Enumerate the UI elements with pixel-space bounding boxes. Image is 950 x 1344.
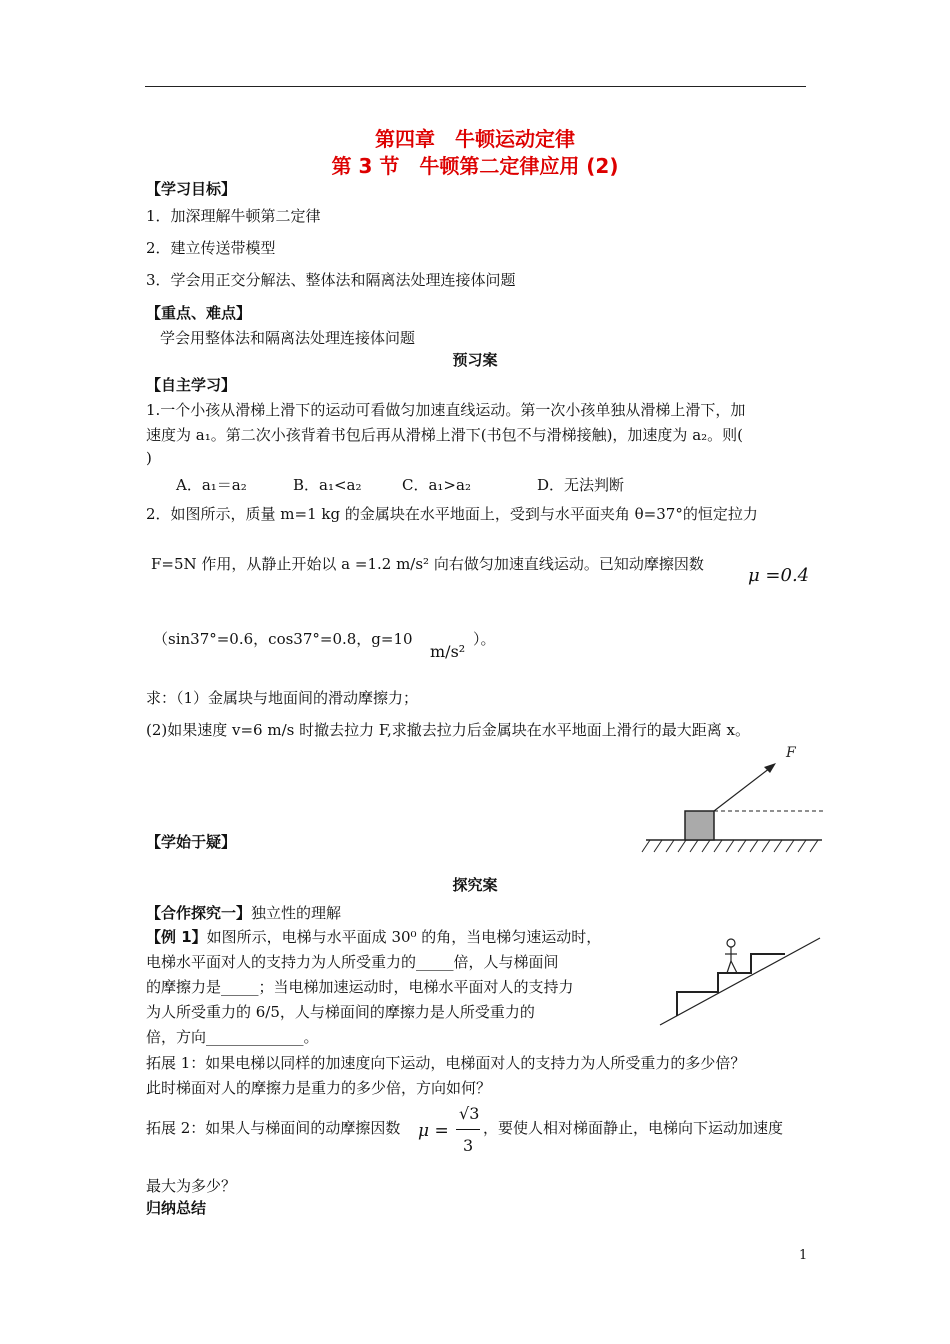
q2-line-1: 2．如图所示，质量 m=1 kg 的金属块在水平地面上，受到与水平面夹角 θ=37°的恒定拉力	[146, 505, 758, 523]
explore-title: 探究案	[452, 876, 498, 894]
extension-2-line-2: 最大为多少？	[146, 1177, 237, 1195]
q1-line-2: 速度为 a₁。第二次小孩背着书包后再从滑梯上滑下(书包不与滑梯接触)，加速度为 a₂。则(	[146, 426, 744, 444]
self-study-heading: 【自主学习】	[146, 376, 237, 394]
example-1-line-1: 如图所示，电梯与水平面成 30⁰ 的角，当电梯匀速运动时，	[206, 928, 602, 946]
objective-item-3: 3．学会用正交分解法、整体法和隔离法处理连接体问题	[146, 271, 516, 289]
extension-2-mu: μ =	[418, 1121, 449, 1141]
q2-line-3: （sin37°=0.6，cos37°=0.8，g=10	[153, 630, 413, 648]
force-label: F	[786, 745, 796, 761]
chapter-title: 第四章 牛顿运动定律	[375, 127, 575, 151]
objectives-heading: 【学习目标】	[146, 180, 237, 198]
example-1-line-3: 的摩擦力是_____；当电梯加速运动时，电梯水平面对人的支持力	[146, 978, 574, 996]
example-1-line-2: 电梯水平面对人的支持力为人所受重力的_____倍，人与梯面间	[146, 953, 559, 971]
q1-option-c: C．a₁>a₂	[402, 476, 471, 494]
q1-option-a: A．a₁＝a₂	[176, 476, 247, 494]
page-number: 1	[799, 1248, 808, 1263]
q1-line-1: 1.一个小孩从滑梯上滑下的运动可看做匀加速直线运动。第一次小孩单独从滑梯上滑下，加	[146, 401, 746, 419]
preview-title: 预习案	[452, 351, 498, 369]
q2-line-3-end: ）。	[473, 630, 496, 648]
block-force-figure	[640, 740, 840, 860]
q2-unit: m/s²	[430, 642, 466, 661]
objective-item-1: 1．加深理解牛顿第二定律	[146, 207, 321, 225]
fraction-bar	[456, 1129, 480, 1130]
extension-1-line-2: 此时梯面对人的摩擦力是重力的多少倍，方向如何？	[146, 1079, 492, 1097]
extension-2-line-1: 拓展 2：如果人与梯面间的动摩擦因数	[146, 1119, 401, 1137]
q2-ask-1: 求：（1）金属块与地面间的滑动摩擦力；	[146, 689, 419, 707]
extension-2-denominator: 3	[463, 1136, 474, 1155]
q1-option-b: B．a₁<a₂	[293, 476, 362, 494]
example-1-label: 【例 1】	[146, 928, 207, 946]
example-1-line-5: 倍，方向_____________。	[146, 1028, 319, 1046]
key-points-text: 学会用整体法和隔离法处理连接体问题	[160, 329, 416, 347]
key-points-heading: 【重点、难点】	[146, 304, 252, 322]
header-rule	[145, 86, 806, 87]
example-1-line-4: 为人所受重力的 6/5，人与梯面间的摩擦力是人所受重力的	[146, 1003, 535, 1021]
coop-topic: 独立性的理解	[251, 904, 342, 922]
coop-heading: 【合作探究一】	[146, 904, 252, 922]
q2-ask-2: (2)如果速度 v=6 m/s 时撤去拉力 F,求撤去拉力后金属块在水平地面上滑行的最大距离 x。	[146, 721, 750, 739]
escalator-figure	[655, 930, 825, 1030]
extension-2-line-1-end: ，要使人相对梯面静止，电梯向下运动加速度	[483, 1119, 784, 1137]
q2-friction-coefficient: μ =0.4	[748, 565, 810, 586]
objective-item-2: 2．建立传送带模型	[146, 239, 276, 257]
q2-line-2: F=5N 作用，从静止开始以 a =1.2 m/s² 向右做匀加速直线运动。已知动摩擦因数	[151, 555, 704, 573]
section-title: 第 3 节 牛顿第二定律应用 (2)	[331, 154, 619, 178]
q1-line-3: )	[146, 449, 152, 467]
summary-heading: 归纳总结	[146, 1199, 207, 1217]
extension-2-numerator: √3	[459, 1104, 480, 1123]
extension-1-line-1: 拓展 1：如果电梯以同样的加速度向下运动，电梯面对人的支持力为人所受重力的多少倍？	[146, 1054, 746, 1072]
q1-option-d: D．无法判断	[537, 476, 625, 494]
doubt-heading: 【学始于疑】	[146, 833, 237, 851]
